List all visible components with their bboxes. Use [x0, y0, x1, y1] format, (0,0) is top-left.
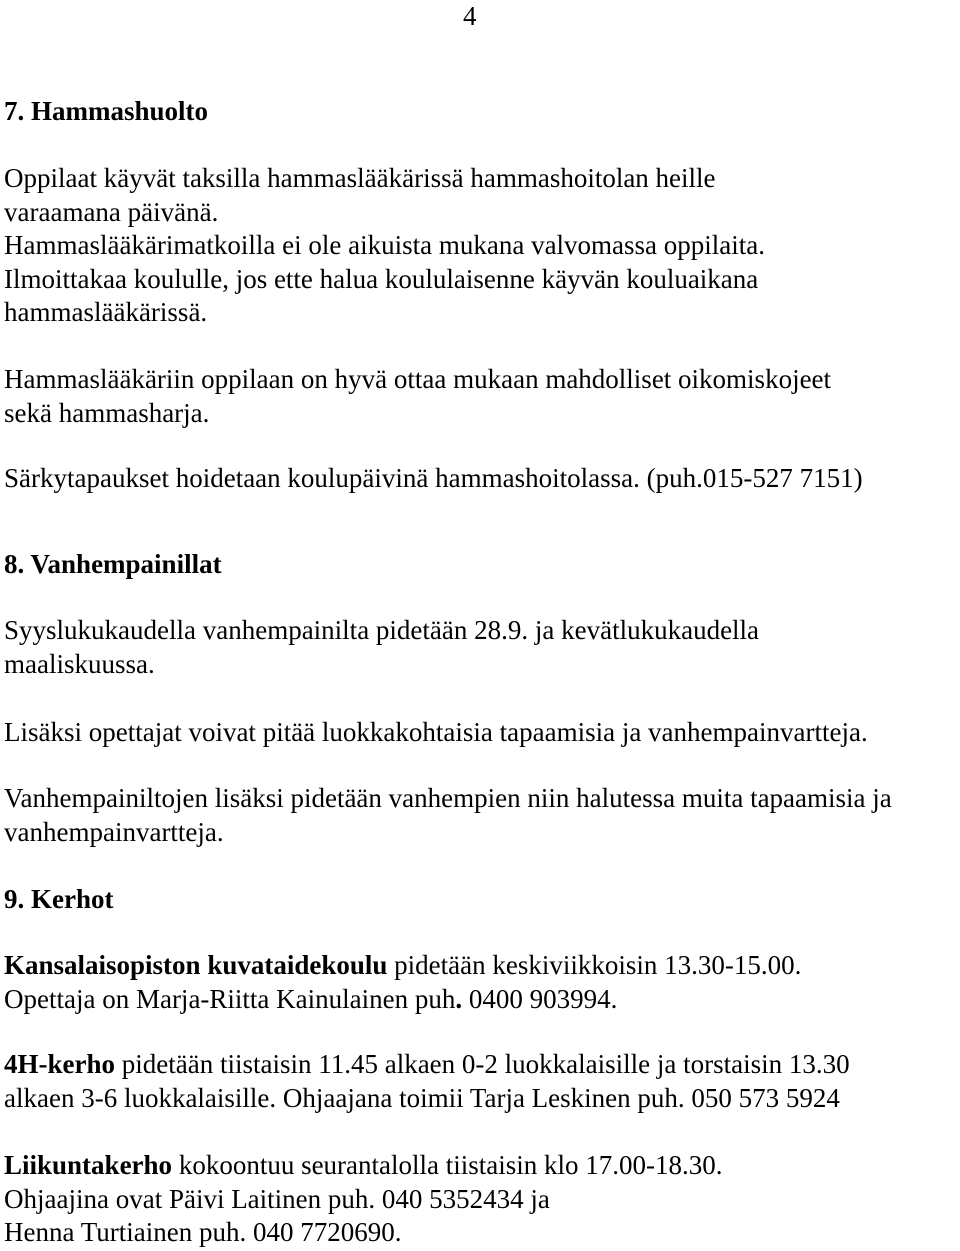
text-line — [4, 1149, 959, 1183]
teacher-info: Opettaja on Marja-Riitta Kainulainen puh — [4, 983, 456, 1014]
section-8-paragraph-1 — [4, 614, 959, 681]
liikuntakerho-paragraph — [4, 1149, 959, 1250]
text-line: Syyslukukaudella vanhempainilta pidetään 28.9. ja kevätlukukaudella — [4, 615, 760, 645]
text-line: Lisäksi opettajat voivat pitää luokkakohtaisia tapaamisia ja vanhempainvartteja. — [4, 717, 868, 747]
club-details: kokoontuu seurantalolla tiistaisin klo 17.00-18.30. — [172, 1150, 723, 1180]
section-9-heading: 9. Kerhot — [4, 884, 114, 914]
text-line: varaamana päivänä. — [4, 196, 219, 227]
section-8-paragraph-3 — [4, 782, 959, 849]
club-details: pidetään tiistaisin 11.45 alkaen 0-2 luokkalaisille ja torstaisin 13.30 — [115, 1049, 850, 1079]
section-8-paragraph-2 — [4, 716, 959, 750]
text-line: maaliskuussa. — [4, 648, 155, 679]
text-line — [4, 1048, 959, 1082]
section-8-heading: 8. Vanhempainillat — [4, 549, 222, 579]
section-7-paragraph-2 — [4, 363, 959, 430]
club-name: Kansalaisopiston kuvataidekoulu — [4, 950, 388, 980]
text-line: Vanhempainiltojen lisäksi pidetään vanhempien niin halutessa muita tapaamisia ja — [4, 783, 892, 813]
text-line: Henna Turtiainen puh. 040 7720690. — [4, 1217, 402, 1247]
section-7-heading: 7. Hammashuolto — [4, 96, 209, 126]
text-line: Ilmoittakaa koululle, jos ette halua koululaisenne käyvän kouluaikana — [4, 263, 759, 294]
text-line: vanhempainvartteja. — [4, 816, 224, 847]
text-line — [4, 949, 959, 983]
page-number: 4 — [463, 1, 477, 31]
phone-number: 0400 903994. — [462, 983, 618, 1014]
section-7-paragraph-1 — [4, 162, 959, 330]
section-7-paragraph-3 — [4, 462, 959, 496]
text-line: alkaen 3-6 luokkalaisille. Ohjaajana toimii Tarja Leskinen puh. 050 573 5924 — [4, 1082, 840, 1113]
text-line: Oppilaat käyvät taksilla hammaslääkärissä hammashoitolan heille — [4, 163, 716, 193]
club-details: pidetään keskiviikkoisin 13.30-15.00. — [387, 950, 802, 980]
text-line: Särkytapaukset hoidetaan koulupäivinä hammashoitolassa. (puh.015-527 7151) — [4, 463, 863, 493]
text-line: Ohjaajina ovat Päivi Laitinen puh. 040 5352434 ja — [4, 1183, 550, 1214]
club-name: Liikuntakerho — [4, 1150, 173, 1180]
club-name: 4H-kerho — [4, 1049, 115, 1079]
text-line: Hammaslääkärimatkoilla ei ole aikuista mukana valvomassa oppilaita. — [4, 230, 766, 260]
text-line — [4, 983, 959, 1017]
4h-kerho-paragraph — [4, 1048, 959, 1115]
bold-period: . — [455, 983, 463, 1014]
text-line: hammaslääkärissä. — [4, 297, 208, 327]
text-line: Hammaslääkäriin oppilaan on hyvä ottaa mukaan mahdolliset oikomiskojeet — [4, 364, 832, 394]
kuvataidekoulu-paragraph — [4, 949, 959, 1016]
text-line: sekä hammasharja. — [4, 397, 210, 428]
